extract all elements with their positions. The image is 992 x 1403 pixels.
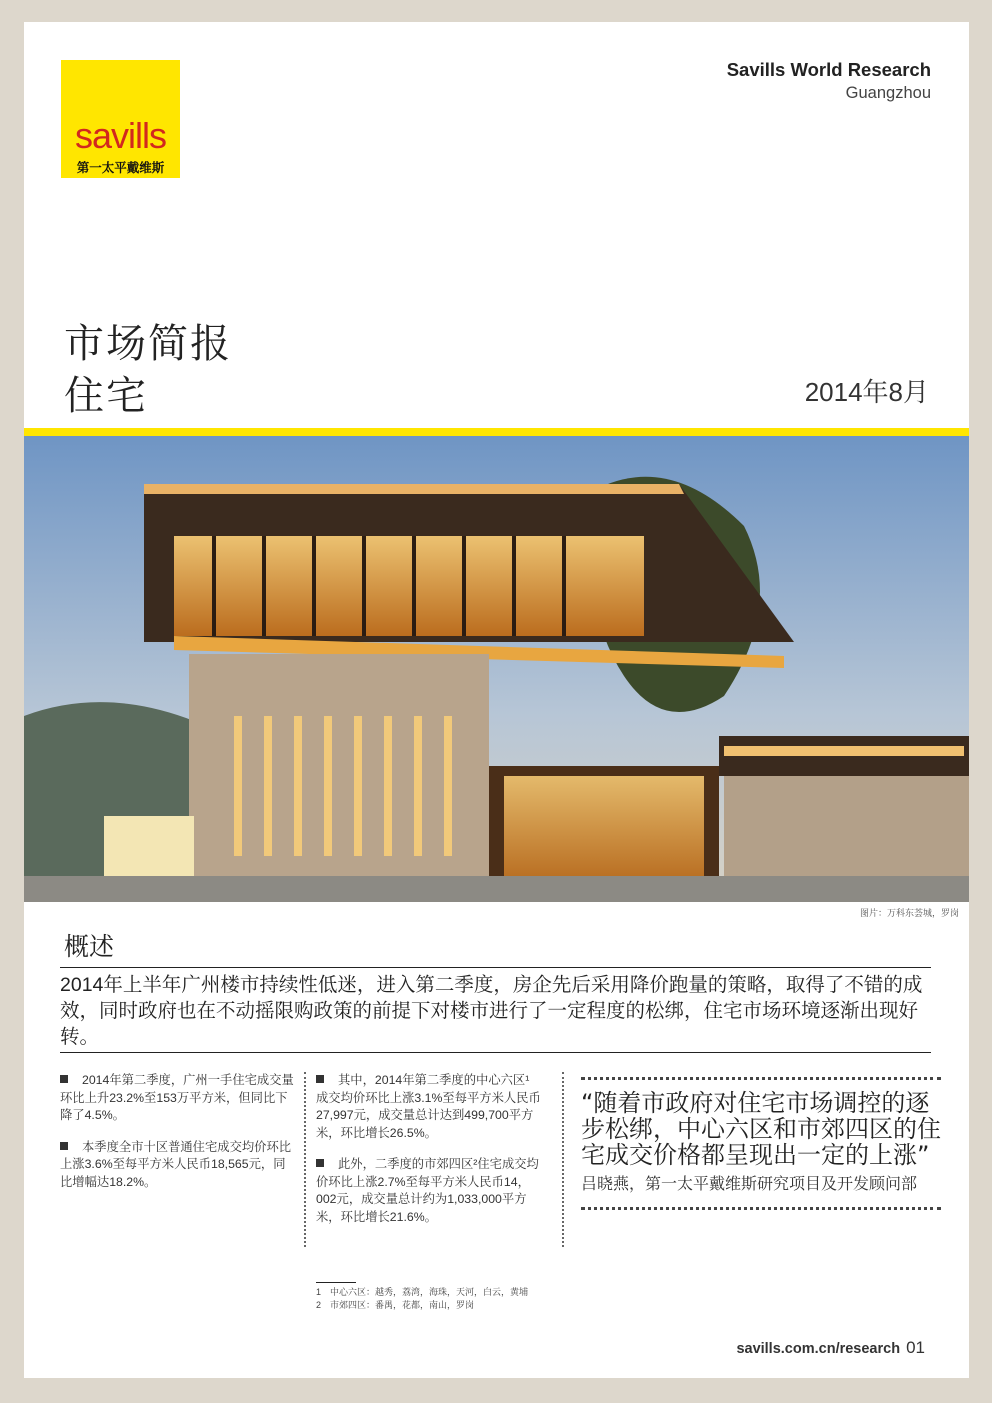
research-url[interactable]: savills.com.cn/research: [736, 1341, 901, 1357]
report-header: [727, 59, 931, 103]
column-separator: [304, 1072, 306, 1247]
quote-text: “随着市政府对住宅市场调控的逐步松绑，中心六区和市郊四区的住宅成交价格都呈现出一定的上涨” 吕晓燕，第一太平戴维斯研究项目及开发顾问部: [581, 1089, 941, 1193]
accent-bar: [24, 428, 969, 436]
city-name: Guangzhou: [845, 84, 931, 102]
page: [24, 22, 969, 1378]
report-title: 市场简报: [64, 321, 232, 367]
house-illustration: [24, 436, 969, 902]
report-date: 2014年8月: [804, 377, 929, 407]
divider-top: [60, 967, 931, 968]
org-name: Savills World Research: [726, 59, 931, 80]
page-footer: [736, 1338, 925, 1358]
logo-chinese-name: 第一太平戴维斯: [76, 161, 165, 175]
section-heading: 概述: [64, 933, 115, 961]
pull-quote: [581, 1077, 941, 1210]
bullet-icon: [60, 1075, 68, 1083]
footnote-2: 2 市郊四区：番禺，花都，南山，罗岗: [316, 1299, 475, 1310]
footnote-rule: [316, 1282, 356, 1283]
bullet-icon: [316, 1075, 324, 1083]
quote-author: 吕晓燕，第一太平戴维斯研究项目及开发顾问部: [581, 1174, 918, 1193]
divider-bottom: [60, 1052, 931, 1053]
quote-rule-top: [581, 1077, 941, 1080]
bullet-item: 本季度全市十区普通住宅成交均价环比上涨3.6%至每平方米人民币18,565元，同比增幅达18.2%。: [60, 1139, 292, 1189]
bullet-item: 2014年第二季度，广州一手住宅成交量环比上升23.2%至153万平方米，但同比下降了4.5%。: [60, 1073, 294, 1122]
page-number: 01: [906, 1338, 925, 1357]
logo-wordmark: savills: [74, 115, 166, 156]
quote-rule-bottom: [581, 1207, 941, 1210]
bullet-column-1: [60, 1072, 295, 1205]
bullet-column-2: [316, 1072, 541, 1240]
column-separator: [562, 1072, 564, 1247]
savills-logo[interactable]: [61, 60, 180, 178]
cover-photo: [24, 436, 969, 902]
overview-intro: 2014年上半年广州楼市持续性低迷，进入第二季度，房企先后采用降价跑量的策略，取得了不错的成效，同时政府也在不动摇限购政策的前提下对楼市进行了一定程度的松绑，住宅市场环境逐渐出现好转。: [60, 974, 923, 1048]
bullet-item: 其中，2014年第二季度的中心六区¹成交均价环比上涨3.1%至每平方米人民币27,997元，成交量总计达到499,700平方米，环比增长26.5%。: [316, 1073, 541, 1140]
footnotes: [316, 1286, 546, 1311]
bullet-item: 此外，二季度的市郊四区²住宅成交均价环比上涨2.7%至每平方米人民币14，002元，成交量总计约为1,033,000平方米，环比增长21.6%。: [316, 1157, 539, 1224]
report-subtitle: 住宅: [64, 373, 148, 419]
photo-credit: 图片：万科东荟城，罗岗: [859, 908, 959, 918]
bullet-icon: [316, 1159, 324, 1167]
bullet-icon: [60, 1142, 68, 1150]
footnote-1: 1 中心六区：越秀，荔湾，海珠，天河，白云，黄埔: [316, 1287, 529, 1297]
